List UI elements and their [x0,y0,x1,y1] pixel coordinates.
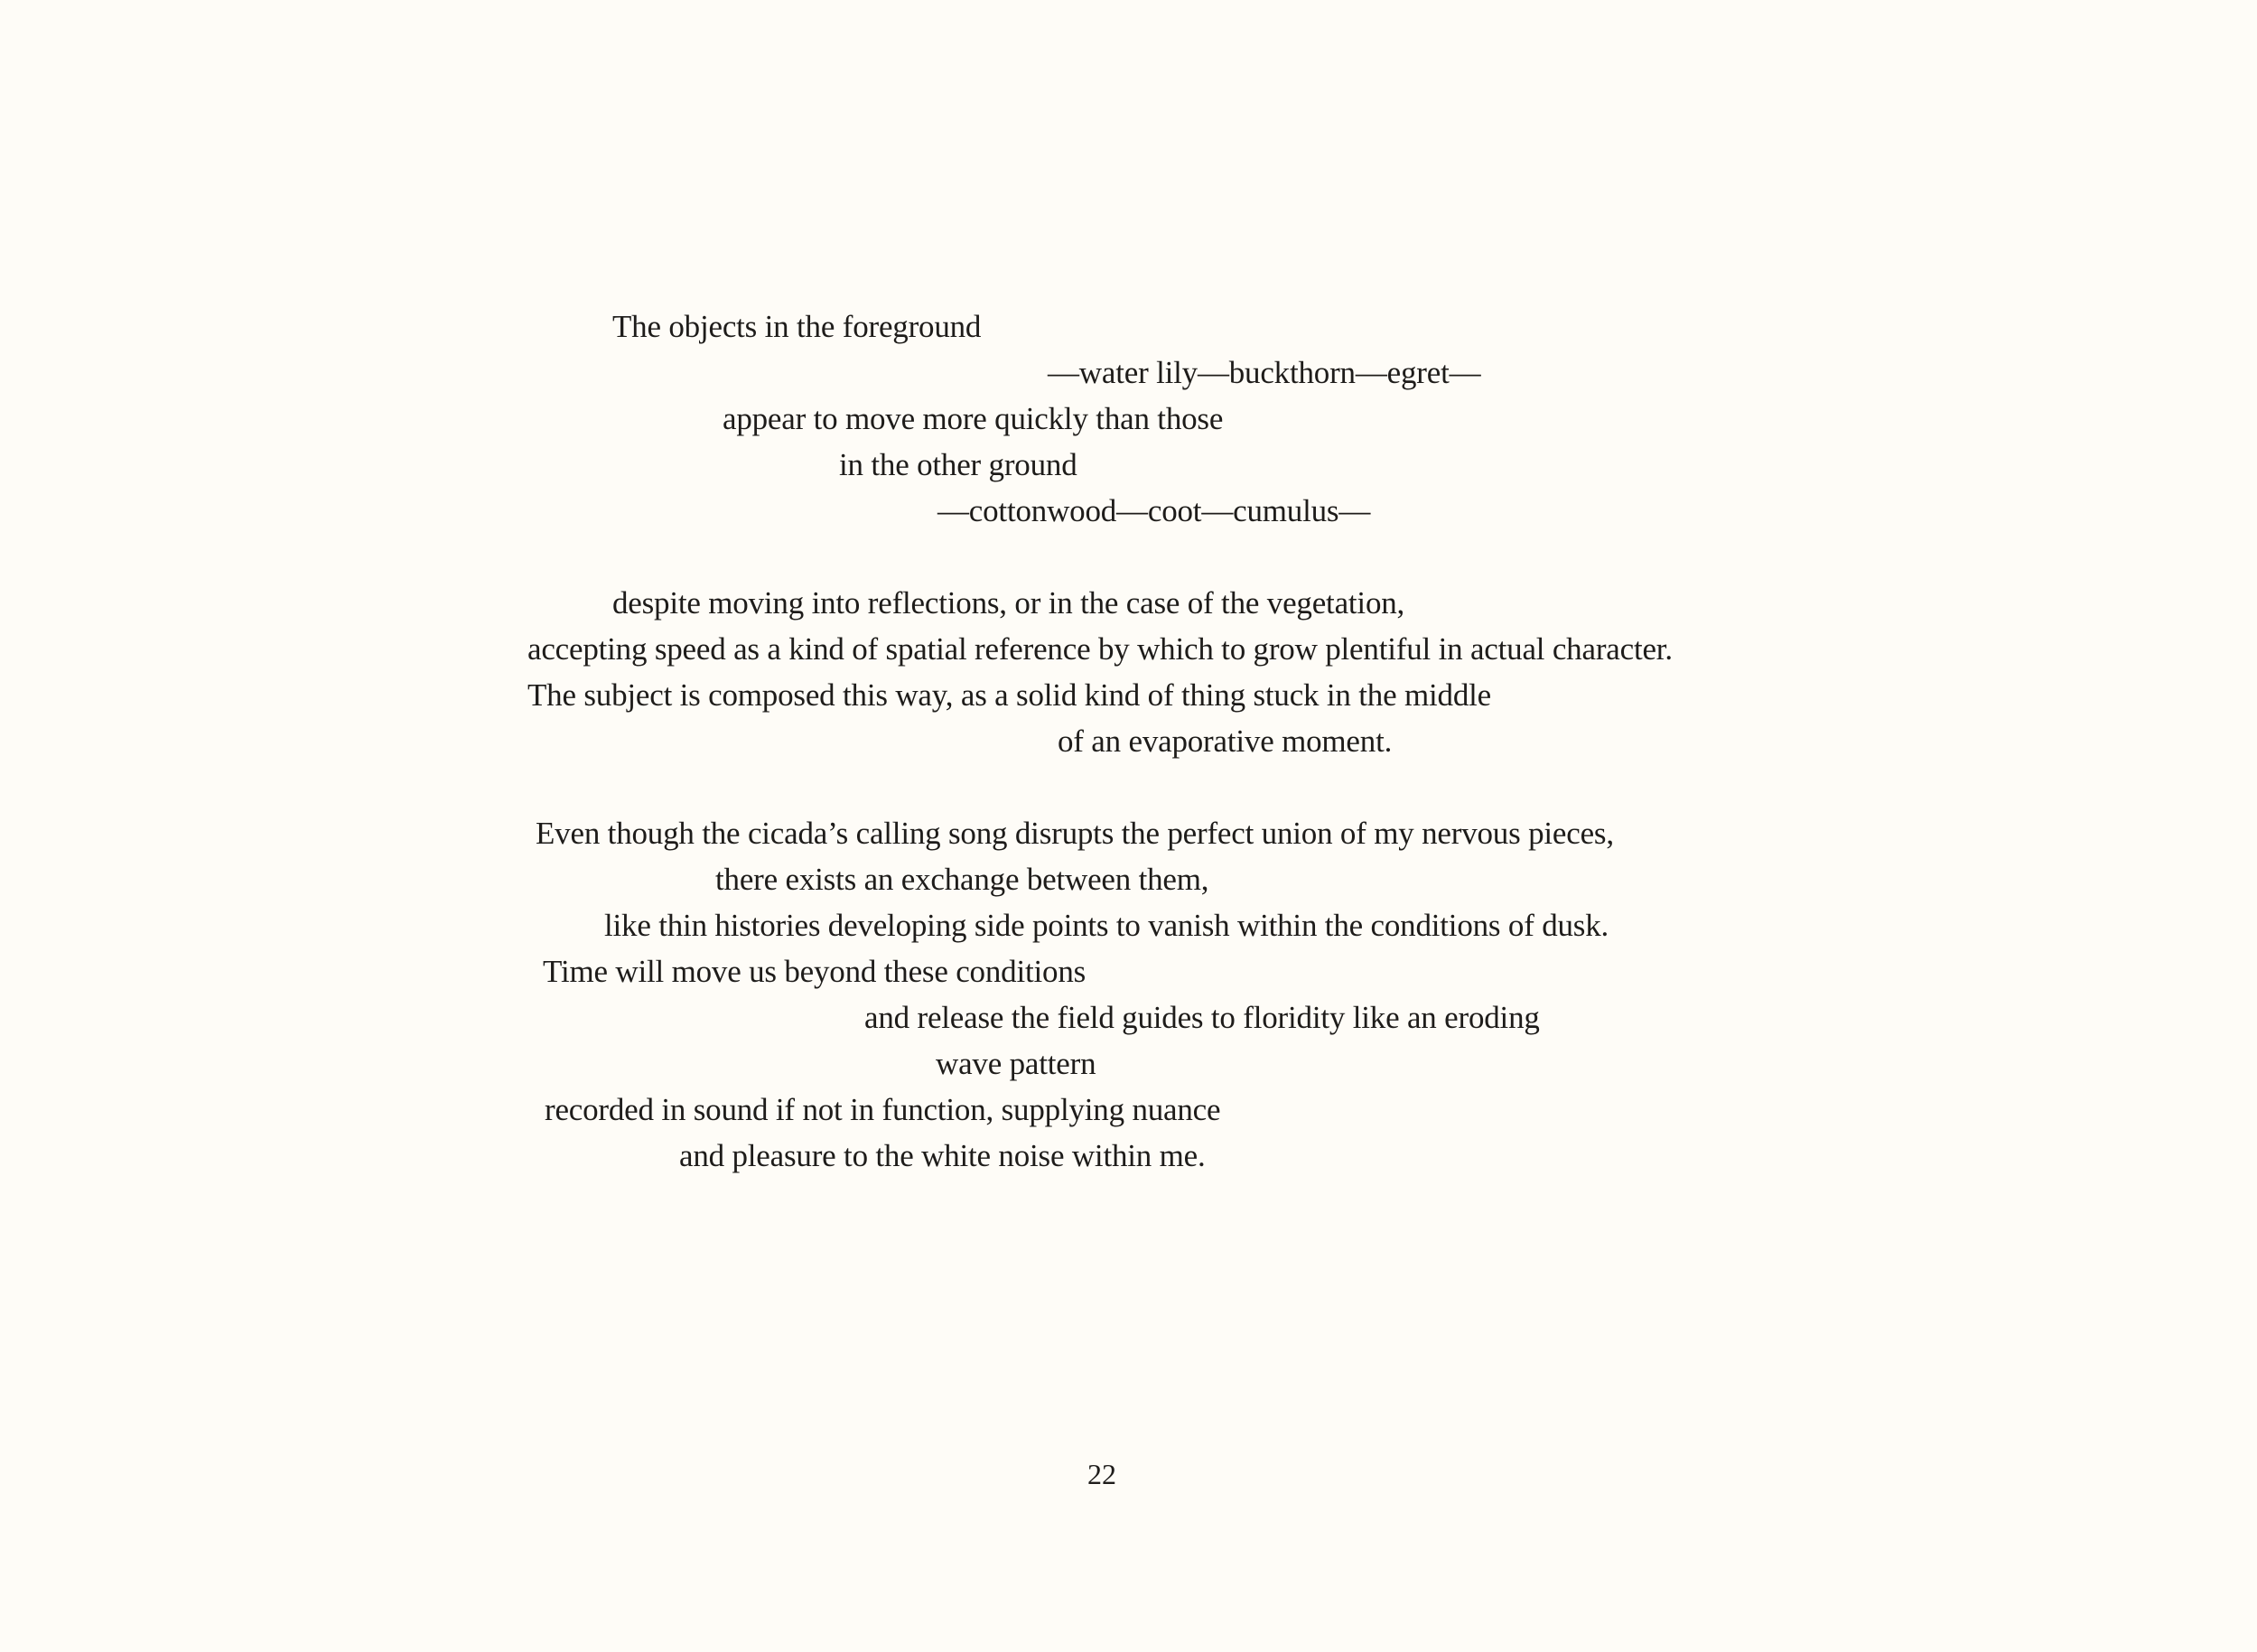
poem-line: The subject is composed this way, as a solid kind of thing stuck in the middle [527,677,1491,713]
poem-line: Even though the cicada’s calling song disrupts the perfect union of my nervous pieces, [536,816,1614,851]
poem-line: and pleasure to the white noise within me. [679,1138,1206,1173]
poem-line: accepting speed as a kind of spatial reference by which to grow plentiful in actual character. [527,631,1673,667]
poem-line: despite moving into reflections, or in the case of the vegetation, [612,585,1405,621]
poem-line: like thin histories developing side points to vanish within the conditions of dusk. [604,908,1609,943]
poem-line: in the other ground [839,447,1077,482]
poem-line: appear to move more quickly than those [723,401,1224,436]
poem-line: —water lily—buckthorn—egret— [1048,355,1481,390]
poem-line: wave pattern [936,1046,1096,1081]
poem-line: Time will move us beyond these conditions [543,954,1087,989]
page-number: 22 [1087,1458,1116,1490]
poem-line: recorded in sound if not in function, supplying nuance [545,1092,1221,1127]
poem-line: and release the field guides to floridity like an eroding [864,1000,1540,1035]
poem-line: The objects in the foreground [612,309,982,344]
poem-line: there exists an exchange between them, [715,862,1209,897]
poem-line: of an evaporative moment. [1058,723,1393,759]
poem-line: —cottonwood—coot—cumulus— [937,493,1371,528]
